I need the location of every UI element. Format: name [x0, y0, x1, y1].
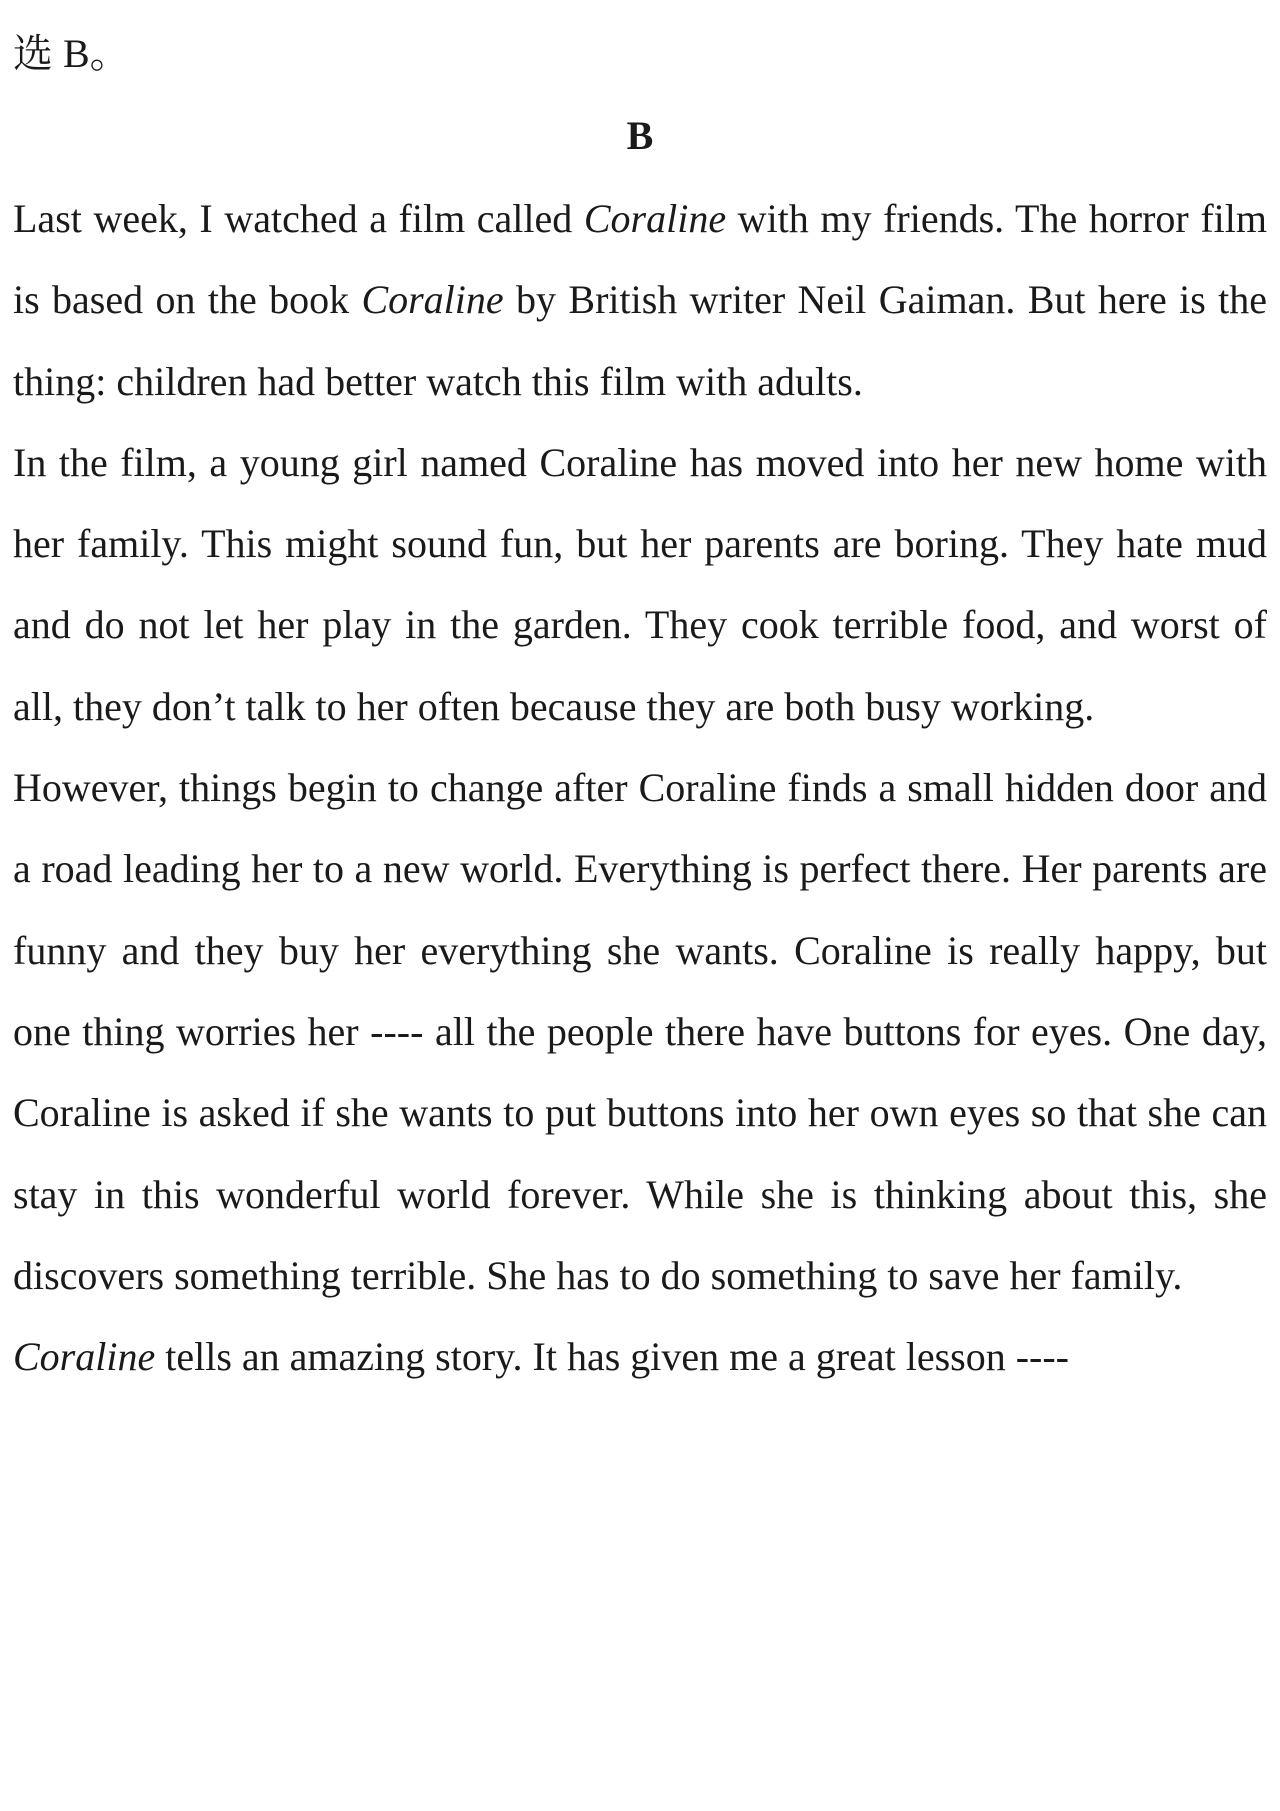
- paragraph-2: In the film, a young girl named Coraline has moved into her new home with her family. This might sound fun, but her parents are boring. They hate mud and do not let her play in the garden. They cook terrible food, and worst of all, they don’t talk to her often because they are both busy working.: [13, 439, 1267, 729]
- paragraph-1-text-2: with my friends. The horror film is based on the book: [13, 196, 1267, 323]
- paragraph-3: However, things begin to change after Coraline finds a small hidden door and a road leading her to a new world. Everything is perfect there. Her parents are funny and they buy her everything she wants. Coraline is really happy, but one thing worries her ---- all the people there have buttons for eyes. One day, Coraline is asked if she wants to put buttons into her own eyes so that she can stay in this wonderful world forever. While she is thinking about this, she discovers something terrible. She has to do something to save her family.: [13, 765, 1267, 1298]
- paragraph-4-text-1: tells an amazing story. It has given me a great lesson ----: [155, 1334, 1070, 1380]
- film-title: Coraline: [583, 196, 727, 241]
- section-heading: B: [626, 113, 654, 158]
- film-title-2: Coraline: [13, 1334, 156, 1380]
- document-page: [13, 18, 1267, 1397]
- book-title: Coraline: [361, 277, 504, 323]
- paragraph-1-text-1: Last week, I watched a film called: [13, 196, 584, 241]
- paragraph-4: [13, 1316, 1267, 1397]
- answer-line: 选 B。: [13, 31, 130, 76]
- paragraph-1: [13, 178, 1267, 422]
- paragraph-1-text-3: by British writer Neil Gaiman. But here is the thing: children had better watch this film with adults.: [13, 277, 1267, 404]
